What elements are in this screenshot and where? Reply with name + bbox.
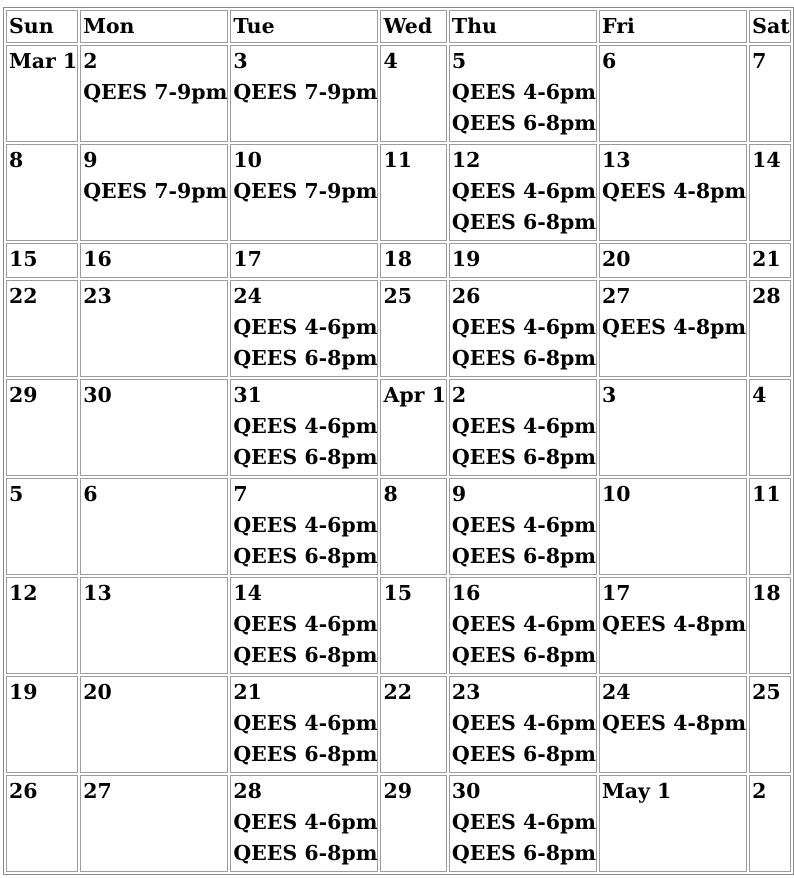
event-entry: QEES 4-6pm	[451, 810, 597, 834]
day-number: 5	[9, 482, 24, 506]
day-cell	[80, 243, 228, 278]
day-number: 17	[602, 581, 631, 605]
day-number: 19	[9, 680, 38, 704]
week-row	[6, 676, 791, 773]
event-entry: QEES 7-9pm	[83, 80, 228, 104]
day-number: 21	[752, 247, 781, 271]
event-entry: QEES 6-8pm	[451, 445, 597, 469]
day-cell	[449, 577, 597, 674]
day-number: 2	[83, 49, 98, 73]
event-entry: QEES 6-8pm	[233, 841, 378, 865]
day-cell	[749, 478, 791, 575]
day-cell	[449, 676, 597, 773]
day-cell	[230, 379, 378, 476]
day-cell	[6, 45, 78, 142]
day-number: 25	[383, 284, 412, 308]
day-number: 8	[383, 482, 398, 506]
event-entry: QEES 4-6pm	[233, 810, 378, 834]
week-row	[6, 45, 791, 142]
day-cell	[230, 45, 378, 142]
day-cell	[230, 577, 378, 674]
event-entry: QEES 6-8pm	[451, 111, 597, 135]
day-cell	[80, 280, 228, 377]
event-entry: QEES 4-6pm	[233, 711, 378, 735]
day-cell	[449, 45, 597, 142]
day-cell	[80, 676, 228, 773]
day-number: 17	[233, 247, 262, 271]
event-entry: QEES 4-6pm	[451, 711, 597, 735]
day-number: 27	[602, 284, 631, 308]
day-number: 29	[383, 779, 412, 803]
day-number: 11	[383, 148, 412, 172]
day-cell	[599, 676, 747, 773]
day-cell	[380, 144, 446, 241]
day-number: Apr 1	[383, 383, 446, 407]
day-cell	[749, 775, 791, 872]
day-cell	[449, 478, 597, 575]
event-entry: QEES 6-8pm	[233, 742, 378, 766]
day-cell	[380, 478, 446, 575]
week-row	[6, 280, 791, 377]
day-number: 15	[383, 581, 412, 605]
event-entry: QEES 4-6pm	[233, 612, 378, 636]
event-entry: QEES 6-8pm	[233, 445, 378, 469]
day-number: 3	[602, 383, 617, 407]
day-cell	[599, 577, 747, 674]
day-number: 8	[9, 148, 24, 172]
day-cell	[449, 379, 597, 476]
day-cell	[749, 280, 791, 377]
event-entry: QEES 4-8pm	[602, 315, 747, 339]
weekday-header: Wed	[380, 10, 446, 43]
event-entry: QEES 4-8pm	[602, 612, 747, 636]
day-cell	[749, 243, 791, 278]
day-cell	[749, 676, 791, 773]
day-number: 31	[233, 383, 262, 407]
day-cell	[599, 243, 747, 278]
day-number: Mar 1	[9, 49, 78, 73]
day-cell	[380, 280, 446, 377]
weekday-header: Mon	[80, 10, 228, 43]
day-cell	[380, 45, 446, 142]
day-number: 6	[602, 49, 617, 73]
day-number: 26	[451, 284, 481, 308]
weekday-header: Sun	[6, 10, 78, 43]
day-number: 12	[451, 148, 481, 172]
day-number: 16	[83, 247, 112, 271]
day-cell	[230, 775, 378, 872]
day-number: 24	[233, 284, 262, 308]
day-cell	[380, 379, 446, 476]
week-row	[6, 577, 791, 674]
calendar-body	[6, 45, 791, 872]
day-cell	[6, 676, 78, 773]
day-number: 16	[451, 581, 481, 605]
day-number: 4	[383, 49, 398, 73]
day-cell	[449, 144, 597, 241]
day-number: 14	[752, 148, 781, 172]
day-number: 22	[9, 284, 38, 308]
day-cell	[749, 577, 791, 674]
day-cell	[230, 144, 378, 241]
event-entry: QEES 4-6pm	[451, 513, 597, 537]
event-entry: QEES 6-8pm	[451, 346, 597, 370]
day-cell	[599, 45, 747, 142]
day-cell	[749, 45, 791, 142]
event-entry: QEES 4-8pm	[602, 179, 747, 203]
week-row	[6, 775, 791, 872]
day-number: 11	[752, 482, 781, 506]
event-entry: QEES 7-9pm	[83, 179, 228, 203]
event-entry: QEES 6-8pm	[451, 841, 597, 865]
day-cell	[230, 478, 378, 575]
day-number: 13	[83, 581, 112, 605]
event-entry: QEES 4-6pm	[233, 513, 378, 537]
day-number: 28	[233, 779, 262, 803]
event-entry: QEES 6-8pm	[233, 643, 378, 667]
day-cell	[380, 676, 446, 773]
day-cell	[6, 144, 78, 241]
day-cell	[6, 577, 78, 674]
day-number: 4	[752, 383, 767, 407]
day-number: 28	[752, 284, 781, 308]
day-cell	[449, 243, 597, 278]
day-cell	[449, 280, 597, 377]
event-entry: QEES 6-8pm	[233, 346, 378, 370]
day-number: 10	[233, 148, 262, 172]
day-number: 19	[451, 247, 481, 271]
day-cell	[599, 144, 747, 241]
event-entry: QEES 4-6pm	[233, 315, 378, 339]
day-number: 26	[9, 779, 38, 803]
event-entry: QEES 6-8pm	[451, 210, 597, 234]
week-row	[6, 379, 791, 476]
day-number: 3	[233, 49, 248, 73]
day-number: 27	[83, 779, 112, 803]
weekday-header: Fri	[599, 10, 747, 43]
day-cell	[230, 280, 378, 377]
day-number: 7	[752, 49, 767, 73]
day-number: 6	[83, 482, 98, 506]
day-number: 18	[383, 247, 412, 271]
day-cell	[80, 478, 228, 575]
event-entry: QEES 7-9pm	[233, 80, 378, 104]
day-number: 13	[602, 148, 631, 172]
weekday-header: Thu	[449, 10, 597, 43]
event-entry: QEES 6-8pm	[451, 643, 597, 667]
day-number: 7	[233, 482, 248, 506]
day-cell	[449, 775, 597, 872]
event-entry: QEES 4-8pm	[602, 711, 747, 735]
day-cell	[599, 478, 747, 575]
day-cell	[230, 676, 378, 773]
day-cell	[599, 775, 747, 872]
day-cell	[749, 379, 791, 476]
day-number: 20	[83, 680, 112, 704]
day-number: May 1	[602, 779, 672, 803]
day-number: 30	[83, 383, 112, 407]
day-number: 9	[451, 482, 467, 506]
event-entry: QEES 6-8pm	[451, 544, 597, 568]
day-cell	[599, 379, 747, 476]
day-number: 18	[752, 581, 781, 605]
event-entry: QEES 7-9pm	[233, 179, 378, 203]
event-entry: QEES 6-8pm	[451, 742, 597, 766]
event-entry: QEES 4-6pm	[233, 414, 378, 438]
day-cell	[6, 243, 78, 278]
day-cell	[380, 577, 446, 674]
day-cell	[380, 775, 446, 872]
event-entry: QEES 4-6pm	[451, 80, 597, 104]
week-row	[6, 144, 791, 241]
day-number: 14	[233, 581, 262, 605]
day-number: 2	[752, 779, 767, 803]
day-number: 12	[9, 581, 38, 605]
event-entry: QEES 4-6pm	[451, 315, 597, 339]
day-number: 5	[451, 49, 467, 73]
day-cell	[6, 775, 78, 872]
week-row	[6, 243, 791, 278]
day-number: 9	[83, 148, 98, 172]
day-cell	[80, 379, 228, 476]
day-number: 2	[451, 383, 467, 407]
day-number: 10	[602, 482, 631, 506]
day-number: 24	[602, 680, 631, 704]
weekday-header: Tue	[230, 10, 378, 43]
day-number: 21	[233, 680, 262, 704]
day-cell	[6, 280, 78, 377]
day-cell	[80, 775, 228, 872]
day-cell	[6, 379, 78, 476]
event-entry: QEES 4-6pm	[451, 179, 597, 203]
day-cell	[749, 144, 791, 241]
day-number: 15	[9, 247, 38, 271]
day-number: 20	[602, 247, 631, 271]
day-number: 23	[83, 284, 112, 308]
event-entry: QEES 6-8pm	[233, 544, 378, 568]
week-row	[6, 478, 791, 575]
day-number: 25	[752, 680, 781, 704]
day-cell	[230, 243, 378, 278]
day-cell	[599, 280, 747, 377]
day-cell	[80, 45, 228, 142]
day-cell	[380, 243, 446, 278]
day-cell	[80, 577, 228, 674]
day-cell	[80, 144, 228, 241]
day-number: 29	[9, 383, 38, 407]
event-entry: QEES 4-6pm	[451, 414, 597, 438]
day-number: 22	[383, 680, 412, 704]
event-entry: QEES 4-6pm	[451, 612, 597, 636]
day-number: 30	[451, 779, 481, 803]
weekday-header-row	[6, 10, 791, 43]
day-number: 23	[451, 680, 481, 704]
day-cell	[6, 478, 78, 575]
weekday-header: Sat	[749, 10, 791, 43]
calendar-table	[3, 7, 794, 875]
